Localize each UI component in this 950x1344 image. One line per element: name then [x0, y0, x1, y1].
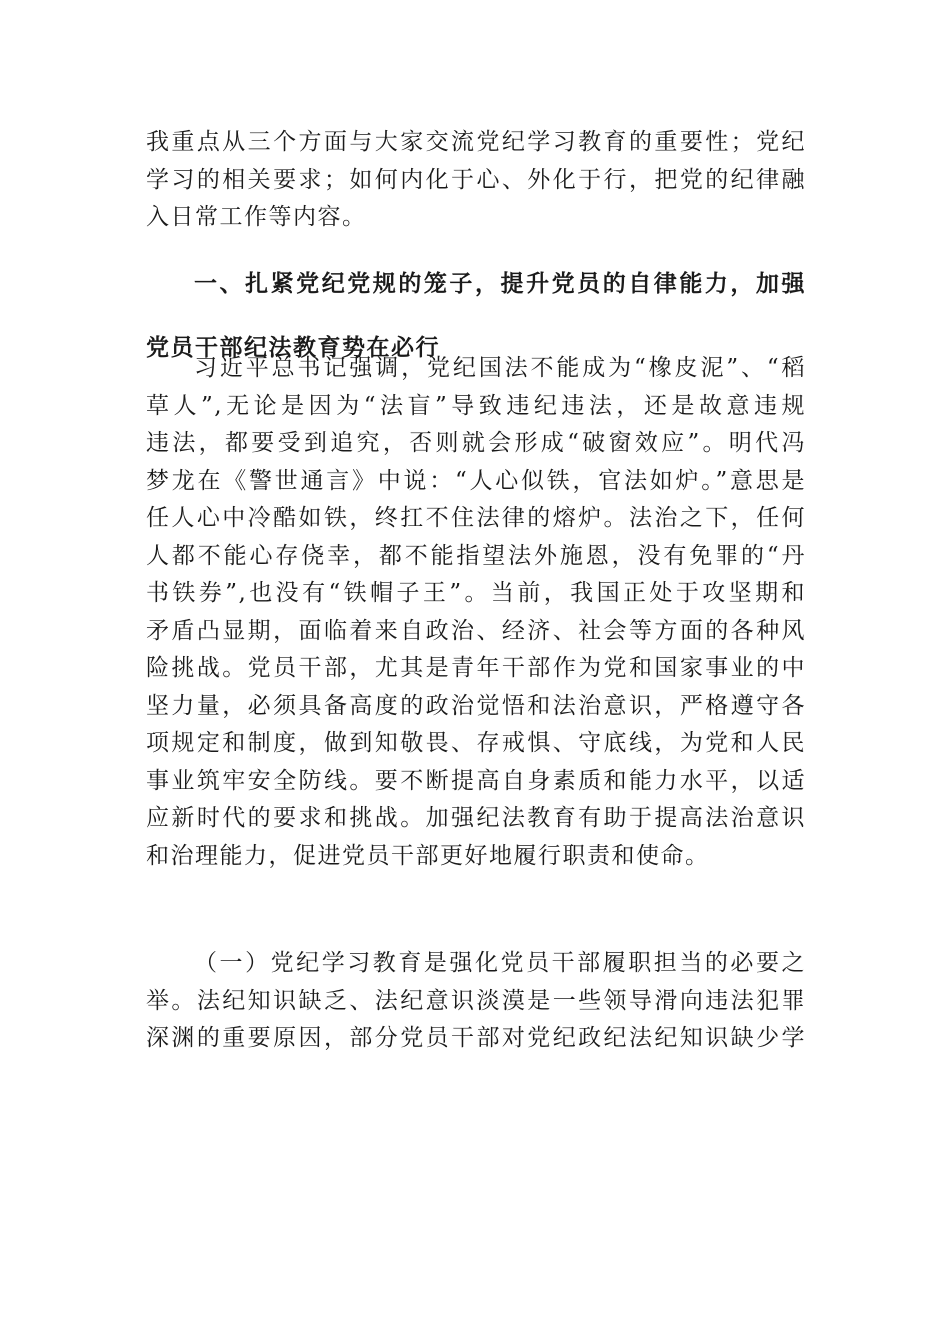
text-line: 矛盾凸显期，面临着来自政治、经济、社会等方面的各种风 [146, 617, 806, 644]
text-line: 项规定和制度，做到知敬畏、存戒惧、守底线，为党和人民 [146, 730, 806, 756]
text-line: 深渊的重要原因，部分党员干部对党纪政纪法纪知识缺少学 [146, 1025, 806, 1051]
text-line: 应新时代的要求和挑战。加强纪法教育有助于提高法治意识 [146, 805, 806, 831]
text-line: 任人心中冷酷如铁，终扛不住法律的熔炉。法治之下，任何 [146, 505, 806, 531]
text-line: 我重点从三个方面与大家交流党纪学习教育的重要性；党纪 [146, 129, 806, 155]
heading-line: 一、扎紧党纪党规的笼子，提升党员的自律能力，加强 [194, 271, 806, 297]
text-line: 举。法纪知识缺乏、法纪意识淡漠是一些领导滑向违法犯罪 [146, 987, 806, 1014]
text-line: （一）党纪学习教育是强化党员干部履职担当的必要之 [194, 950, 806, 976]
heading-line: 党员干部纪法教育势在必行 [146, 335, 440, 361]
text-line: 学习的相关要求；如何内化于心、外化于行，把党的纪律融 [146, 166, 806, 193]
text-line: 险挑战。党员干部，尤其是青年干部作为党和国家事业的中 [146, 655, 806, 681]
paragraph-intro [146, 124, 806, 237]
text-line: 草人”,无论是因为“法盲”导致违纪违法，还是故意违规 [146, 392, 806, 419]
text-line: 入日常工作等内容。 [146, 204, 367, 230]
text-line: 人都不能心存侥幸，都不能指望法外施恩，没有免罪的“丹 [146, 542, 806, 569]
text-line: 梦龙在《警世通言》中说：“人心似铁，官法如炉。”意思是 [146, 467, 806, 494]
paragraph-body [146, 945, 806, 1058]
text-line: 事业筑牢安全防线。要不断提高自身素质和能力水平，以适 [146, 767, 806, 794]
text-line: 书铁券”,也没有“铁帽子王”。当前，我国正处于攻坚期和 [146, 580, 806, 606]
text-line: 违法，都要受到追究，否则就会形成“破窗效应”。明代冯 [146, 430, 806, 456]
text-line: 坚力量，必须具备高度的政治觉悟和法治意识，严格遵守各 [146, 692, 806, 719]
text-line: 和治理能力，促进党员干部更好地履行职责和使命。 [146, 842, 710, 869]
paragraph-body [146, 350, 806, 875]
text-line: 习近平总书记强调，党纪国法不能成为“橡皮泥”、“稻 [194, 355, 806, 381]
